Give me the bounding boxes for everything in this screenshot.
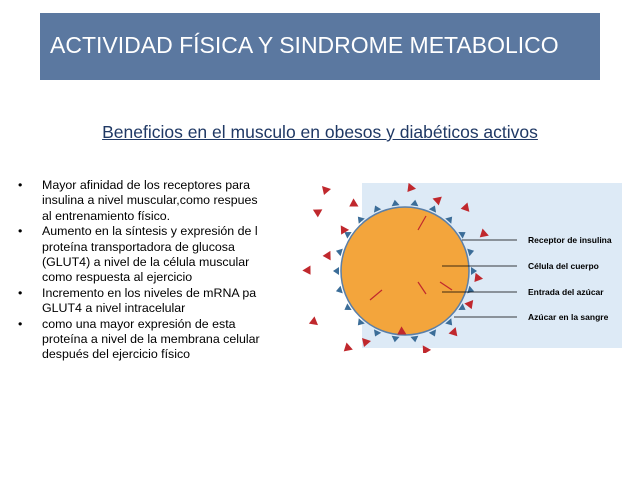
cell-label: Célula del cuerpo	[528, 261, 599, 271]
sugar-triangle	[348, 198, 361, 211]
sugar-triangle	[322, 186, 331, 195]
bullet-text: Incremento en los niveles de mRNA pa GLUT4 a nivel intracelular	[42, 285, 257, 316]
bullet-item	[18, 178, 302, 224]
bullet-list	[18, 178, 302, 378]
entry-label: Entrada del azúcar	[528, 287, 604, 297]
insulin-cell-diagram	[302, 178, 622, 353]
receptor-bump	[336, 286, 343, 294]
bullet-item	[18, 317, 302, 363]
sugar-triangle	[322, 251, 334, 263]
sugar-triangle	[302, 264, 315, 277]
receptor-bump	[336, 249, 343, 257]
bullet-text: Mayor afinidad de los receptores para insulina a nivel muscular,como respues al entrenamiento físico.	[42, 178, 258, 223]
bullet-marker: •	[18, 285, 23, 300]
bullet-text: Aumento en la síntesis y expresión de l proteína transportadora de glucosa (GLUT4) a nivel de la célula muscular como respuesta al ejercicio	[42, 224, 258, 285]
body-cell	[341, 207, 469, 335]
receptor-label: Receptor de insulina	[528, 235, 612, 245]
bullet-item	[18, 224, 302, 286]
sugar-triangle	[308, 316, 321, 329]
sugar-triangle	[313, 207, 325, 219]
receptor-bump	[333, 267, 339, 275]
title-banner	[40, 13, 600, 80]
bullet-marker: •	[18, 224, 23, 239]
sugar-label: Azúcar en la sangre	[528, 312, 609, 322]
bullet-text: como una mayor expresión de esta proteína a nivel de la membrana celular después del ejercicio físico	[42, 316, 260, 362]
sugar-triangle	[342, 343, 354, 353]
bullet-marker: •	[18, 178, 23, 192]
diagram-svg	[302, 178, 622, 353]
slide-subtitle: Beneficios en el musculo en obesos y diabéticos activos	[102, 122, 538, 142]
slide-title: ACTIVIDAD FÍSICA Y SINDROME METABOLICO	[50, 32, 559, 58]
bullet-marker: •	[18, 316, 23, 331]
bullet-item	[18, 286, 302, 317]
